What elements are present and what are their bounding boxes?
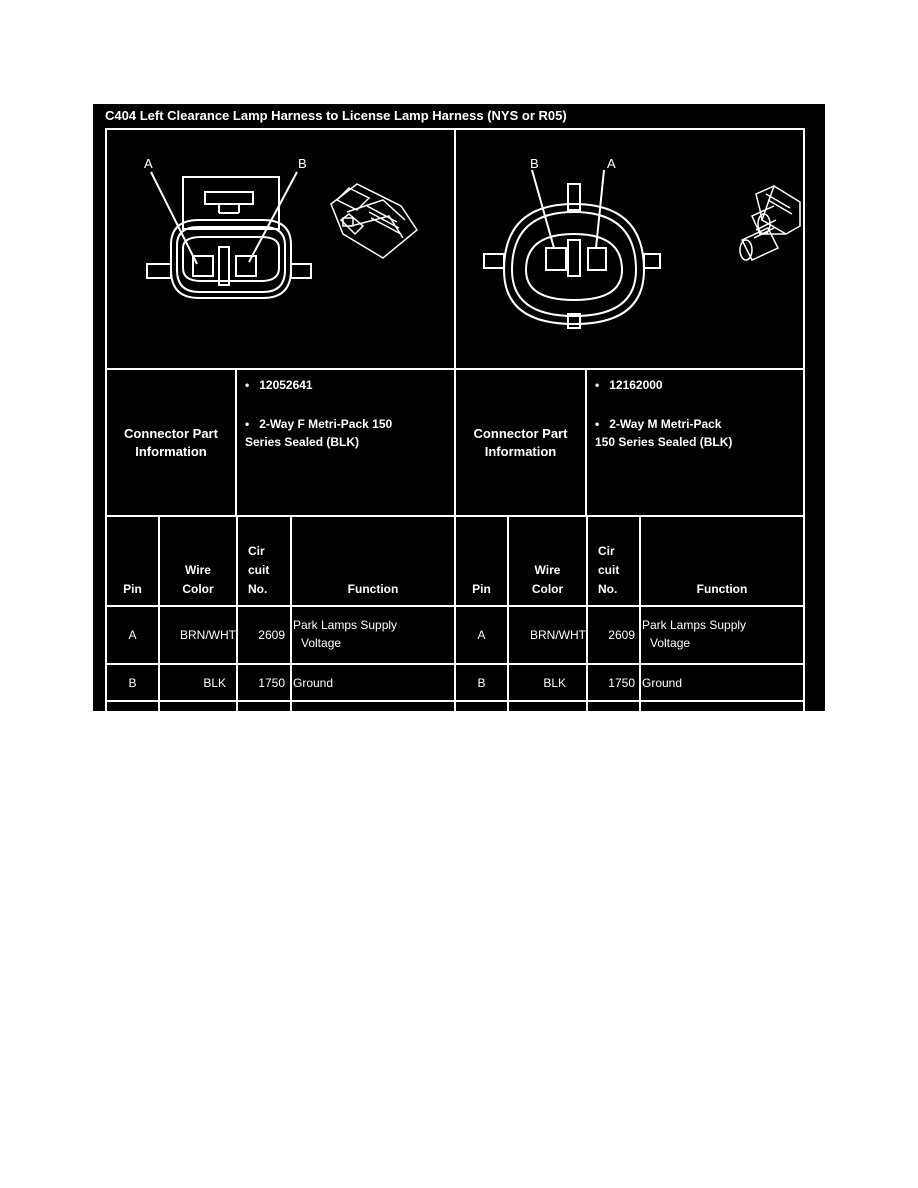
header-circuit-no: Cir cuit No. bbox=[248, 544, 270, 596]
header-wire-color: Wire Color bbox=[531, 563, 564, 596]
right-part-number: 12162000 bbox=[609, 378, 663, 392]
header-circuit-no: Cir cuit No. bbox=[598, 544, 620, 596]
bullet-icon: • bbox=[245, 378, 250, 392]
table-cell-circuit: 2609 bbox=[258, 628, 285, 642]
grid-line bbox=[105, 605, 805, 607]
function-line2: Voltage bbox=[301, 636, 342, 650]
right-part-number-item bbox=[595, 378, 663, 392]
table-cell-pin: A bbox=[128, 628, 137, 642]
bullet-icon: • bbox=[595, 378, 600, 392]
grid-line bbox=[585, 368, 587, 517]
grid-line bbox=[105, 515, 805, 517]
table-cell-wire: BRN/WHT bbox=[530, 628, 586, 642]
table-cell-circuit: 2609 bbox=[608, 628, 635, 642]
right-description-line2: 150 Series Sealed (BLK) bbox=[595, 435, 733, 449]
table-cell-pin: B bbox=[128, 676, 137, 690]
connector-document bbox=[93, 104, 825, 711]
header-pin: Pin bbox=[472, 582, 491, 596]
left-connector-part-info-label: Connector Part Information bbox=[124, 426, 218, 459]
grid-line bbox=[105, 368, 805, 370]
grid-line bbox=[235, 368, 237, 517]
right-description-item bbox=[595, 417, 721, 431]
grid-line bbox=[639, 515, 641, 711]
table-cell-circuit: 1750 bbox=[608, 676, 635, 690]
grid-line bbox=[803, 128, 805, 711]
grid-line bbox=[105, 700, 805, 702]
table-cell-wire: BLK bbox=[203, 676, 226, 690]
left-description-line1: 2-Way F Metri-Pack 150 bbox=[259, 417, 393, 431]
function-line2: Voltage bbox=[650, 636, 691, 650]
left-part-number-item bbox=[245, 378, 313, 392]
left-description-line2: Series Sealed (BLK) bbox=[245, 435, 360, 449]
table-cell-pin: B bbox=[477, 676, 486, 690]
right-pin-callout-b: B bbox=[530, 156, 539, 171]
document-title: C404 Left Clearance Lamp Harness to License Lamp Harness (NYS or R05) bbox=[105, 108, 567, 123]
header-pin: Pin bbox=[123, 582, 142, 596]
table-cell-function bbox=[293, 618, 453, 650]
function-line1: Park Lamps Supply bbox=[642, 618, 747, 632]
header-function: Function bbox=[696, 582, 748, 596]
right-description-line1: 2-Way M Metri-Pack bbox=[609, 417, 722, 431]
left-description-item bbox=[245, 417, 392, 431]
bullet-icon: • bbox=[245, 417, 250, 431]
table-cell-function: Ground bbox=[642, 676, 683, 690]
header-wire-color: Wire Color bbox=[182, 563, 214, 596]
grid-line bbox=[290, 515, 292, 711]
grid-line bbox=[105, 663, 805, 665]
bullet-icon: • bbox=[595, 417, 600, 431]
left-part-number: 12052641 bbox=[259, 378, 313, 392]
table-cell-wire: BRN/WHT bbox=[180, 628, 236, 642]
right-connector-part-info-label: Connector Part Information bbox=[473, 426, 568, 459]
left-pin-callout-b: B bbox=[298, 156, 307, 171]
function-line1: Park Lamps Supply bbox=[293, 618, 398, 632]
left-pin-callout-a: A bbox=[144, 156, 153, 171]
header-function: Function bbox=[347, 582, 399, 596]
table-cell-function: Ground bbox=[293, 676, 334, 690]
table-cell-wire: BLK bbox=[543, 676, 566, 690]
table-cell-pin: A bbox=[477, 628, 486, 642]
right-connector-face-diagram bbox=[456, 130, 803, 368]
left-connector-face-diagram bbox=[107, 130, 454, 368]
table-cell-circuit: 1750 bbox=[258, 676, 285, 690]
table-cell-function bbox=[642, 618, 802, 650]
right-pin-callout-a: A bbox=[607, 156, 616, 171]
